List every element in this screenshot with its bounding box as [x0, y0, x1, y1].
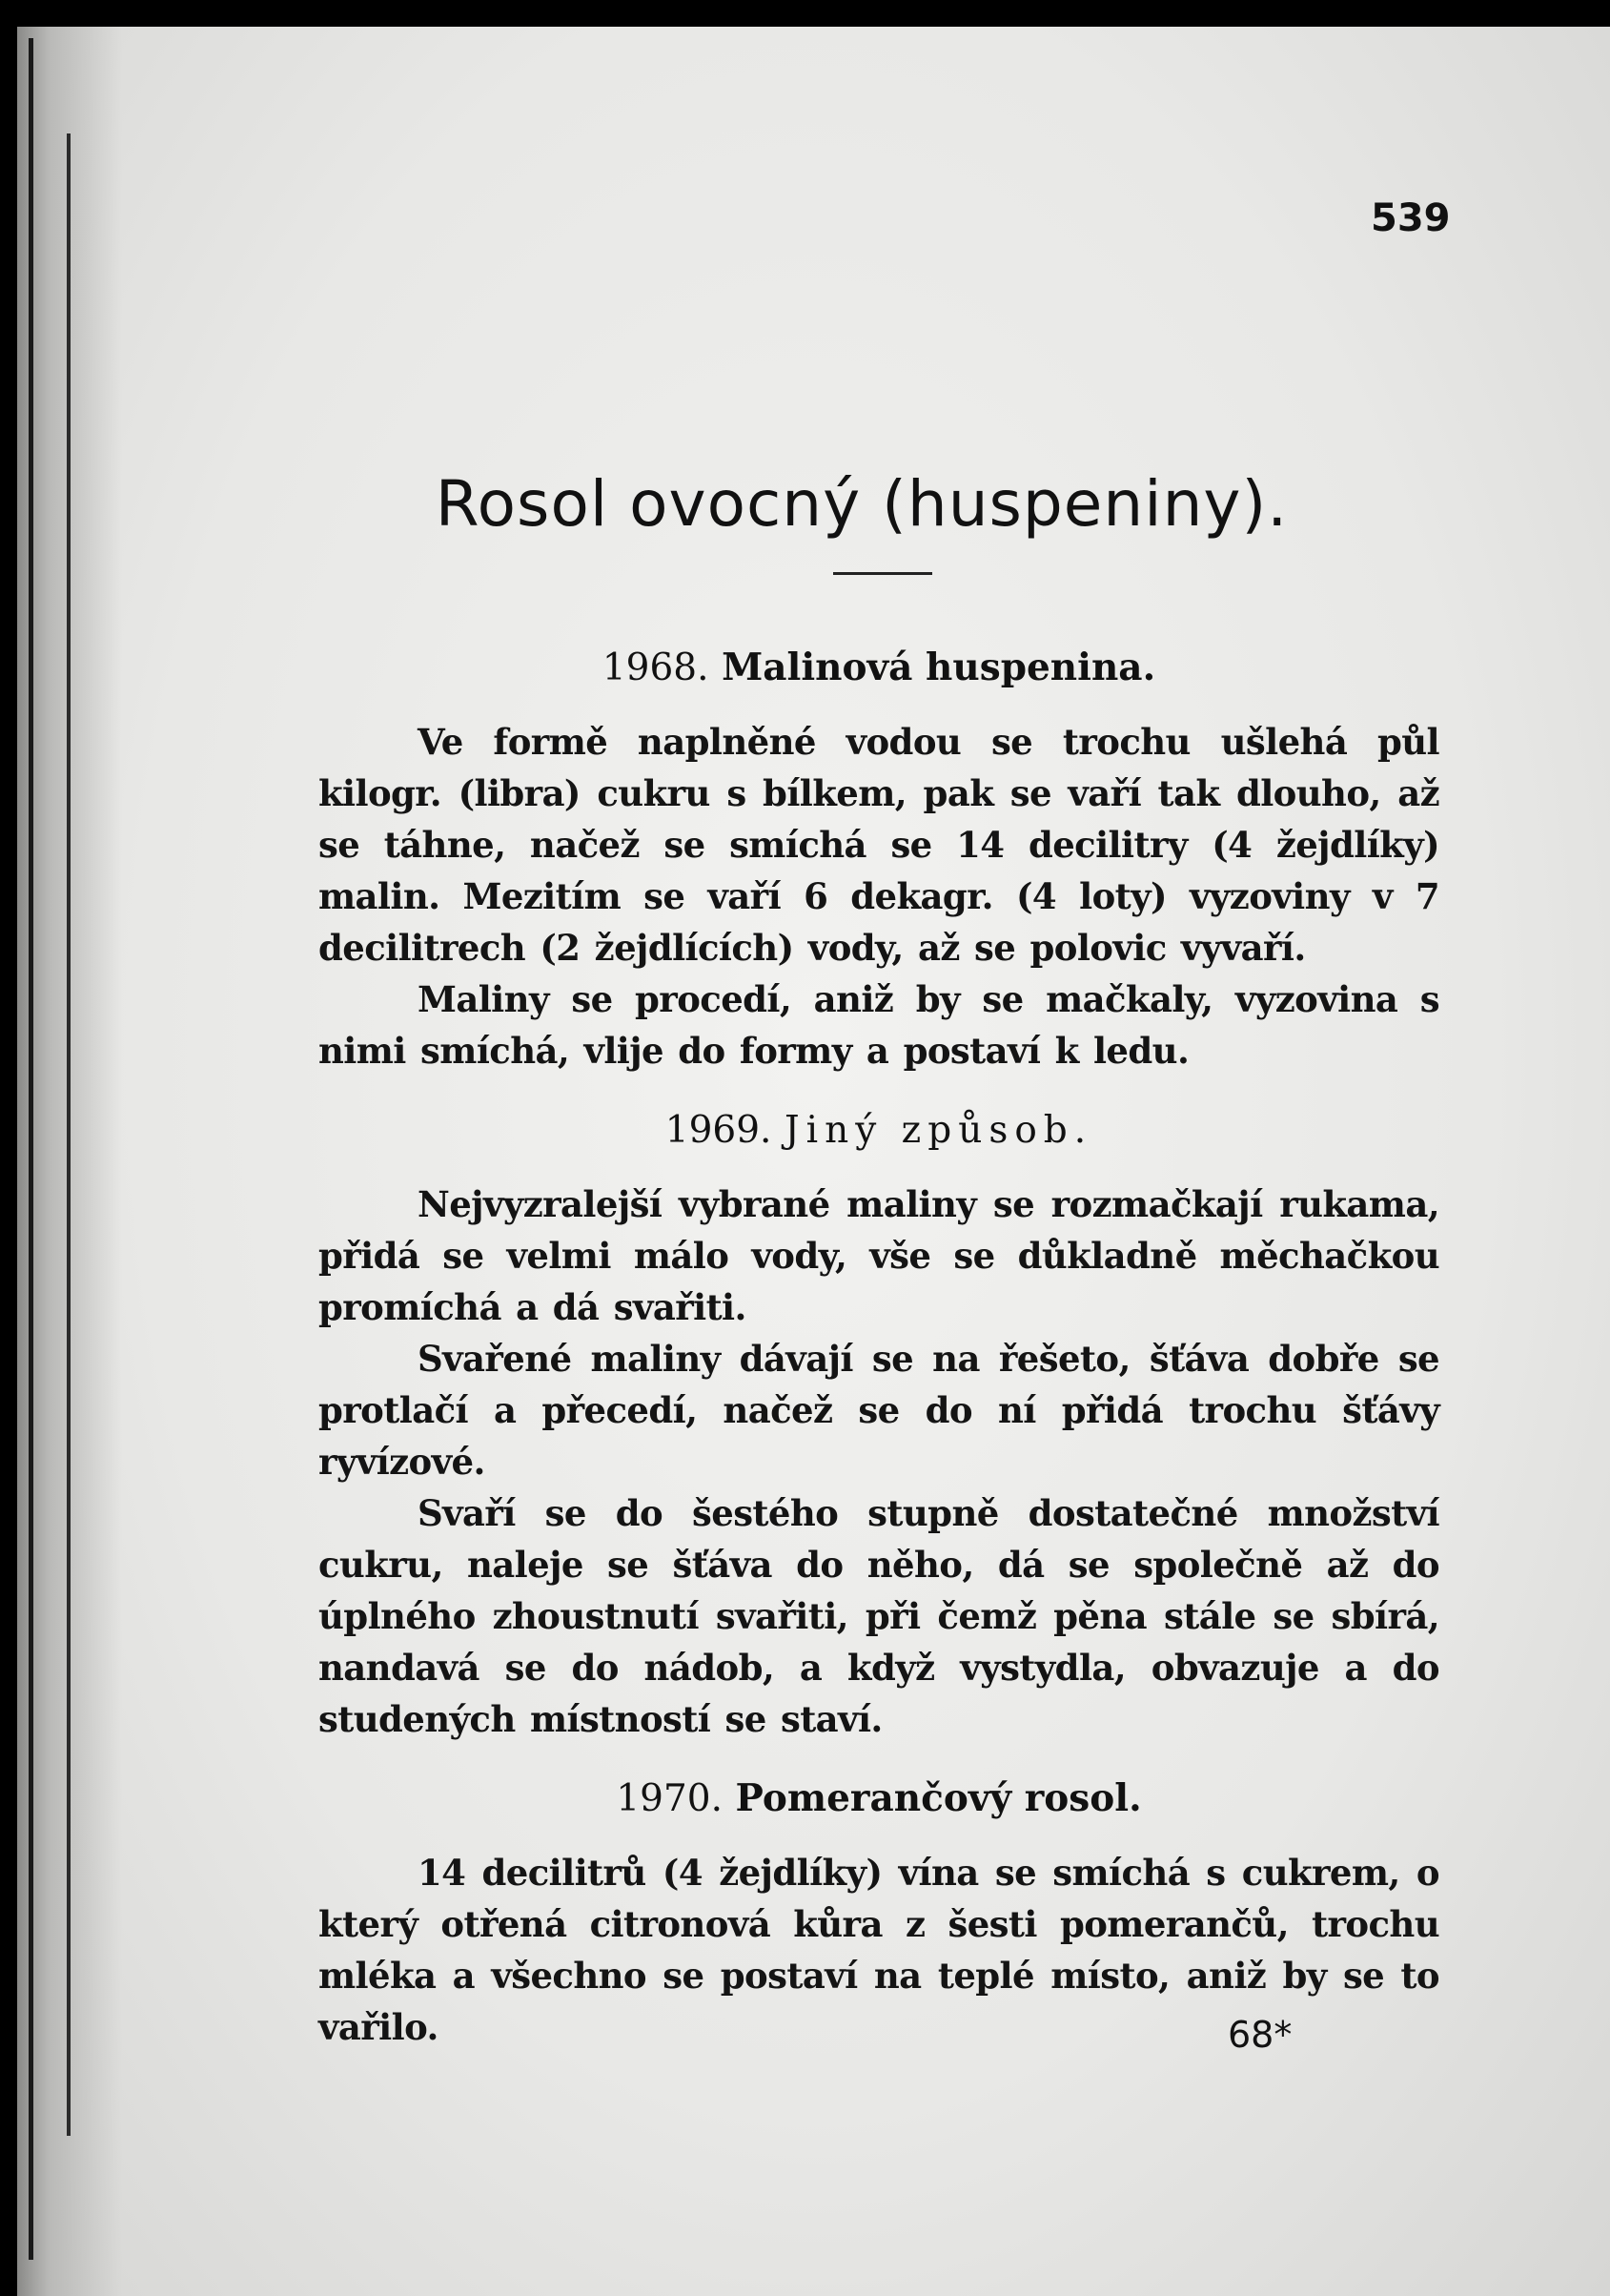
recipe-1968 — [318, 639, 1439, 1076]
recipe-paragraph: Svaří se do šestého stupně dostatečné množství cukru, naleje se šťáva do něho, dá se společně až do úplného zhoustnutí svařiti, při čemž pěna stále se sbírá, nandavá se do nádob, a když vystydla, obvazuje a do studených místností se staví. — [318, 1492, 1439, 1740]
recipe-name: Pomerančový rosol. — [735, 1776, 1142, 1820]
page-content — [318, 639, 1439, 2053]
title-divider — [833, 572, 932, 575]
signature-mark: 68* — [1228, 2014, 1293, 2056]
recipe-name: Malinová huspenina. — [722, 646, 1156, 689]
recipe-heading — [318, 1101, 1439, 1159]
recipe-heading — [318, 639, 1439, 697]
recipe-paragraph: 14 decilitrů (4 žejdlíky) vína se smíchá s cukrem, o který otřená citronová kůra z šesti pomerančů, trochu mléka a všechno se postaví na teplé místo, aniž by se to vařilo. — [318, 1852, 1439, 2048]
recipe-paragraph: Svařené maliny dávají se na řešeto, šťáva dobře se protlačí a přecedí, načež se do ní přidá trochu šťávy ryvízové. — [318, 1338, 1439, 1483]
recipe-paragraph: Ve formě naplněné vodou se trochu ušlehá půl kilogr. (libra) cukru s bílkem, pak se vaří tak dlouho, až se táhne, načež se smíchá se 14 decilitry (4 žejdlíky) malin. Mezitím se vaří 6 dekagr. (4 loty) vyzoviny v 7 decilitrech (2 žejdlících) vody, až se polovic vyvaří. — [318, 721, 1439, 969]
recipe-paragraph: Maliny se procedí, aniž by se mačkaly, vyzovina s nimi smíchá, vlije do formy a postaví k ledu. — [318, 978, 1439, 1072]
recipe-number: 1969. — [664, 1109, 772, 1152]
recipe-number: 1970. — [616, 1777, 723, 1820]
binding-edge-line — [67, 133, 71, 2136]
recipe-heading — [318, 1770, 1439, 1828]
section-gap — [318, 1076, 1439, 1101]
page-title: Rosol ovocný (huspeniny). — [435, 467, 1289, 541]
recipe-paragraph: Nejvyzralejší vybrané maliny se rozmačkají rukama, přidá se velmi málo vody, vše se důkladně měchačkou promíchá a dá svařiti. — [318, 1183, 1439, 1328]
section-gap — [318, 1745, 1439, 1770]
recipe-name: Jiný způsob. — [785, 1109, 1093, 1152]
binding-edge-line — [29, 38, 33, 2260]
recipe-1969 — [318, 1101, 1439, 1745]
recipe-number: 1968. — [601, 646, 709, 689]
page-number: 539 — [1371, 196, 1451, 240]
recipe-1970 — [318, 1770, 1439, 2053]
